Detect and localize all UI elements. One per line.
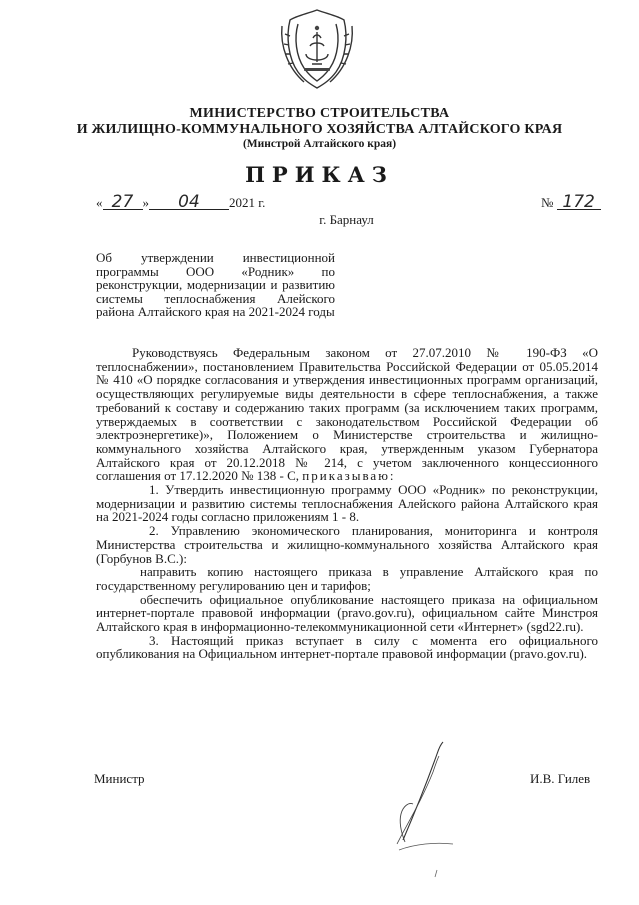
org-name-line1: МИНИСТЕРСТВО СТРОИТЕЛЬСТВА <box>189 106 450 121</box>
document-type-title: ПРИКАЗ <box>245 162 394 187</box>
date-month-handwritten: 04 <box>178 192 200 212</box>
preamble-order-word: приказываю: <box>302 468 396 484</box>
item-1-paragraph: 1. Утвердить инвестиционную программу ООО «Родник» по реконструкции, модернизации и развитию системы теплоснабжения Алейского района Алтайского края на 2021-2024 годы согласно приложениям 1 - 8. <box>96 482 598 525</box>
item-3-paragraph: 3. Настоящий приказ вступает в силу с момента его официального опубликования на Официальном интернет-портале правовой информации (pravo.gov.ru). <box>96 632 598 662</box>
preamble-paragraph <box>96 346 598 483</box>
item-2-paragraph: 2. Управлению экономического планирования, мониторинга и контроля Министерства строительства и жилищно-коммунального хозяйства Алтайского края (Горбунов В.С.): <box>96 523 598 566</box>
signatory-position: Министр <box>94 771 145 786</box>
date-year: 2021 г. <box>229 195 266 210</box>
date-month-field <box>149 192 229 212</box>
coat-of-arms-emblem <box>276 6 358 92</box>
document-date <box>96 192 266 212</box>
date-close-quote: » <box>142 195 149 210</box>
order-body <box>96 346 598 661</box>
document-number <box>541 192 601 212</box>
item-2-subitem-1: направить копию настоящего приказа в управление Алтайского края по государственному регулированию цен и тарифов; <box>96 564 598 593</box>
date-day-field <box>103 192 143 212</box>
signatory-name: И.В. Гилев <box>530 771 591 786</box>
handwritten-signature <box>375 732 465 882</box>
number-field <box>557 192 601 212</box>
number-label: № <box>541 195 554 210</box>
date-day-handwritten: 27 <box>111 192 134 212</box>
city-name: г. Барнаул <box>319 212 374 227</box>
org-name-line2: И ЖИЛИЩНО-КОММУНАЛЬНОГО ХОЗЯЙСТВА АЛТАЙСКОГО КРАЯ <box>76 122 563 137</box>
order-subject: Об утверждении инвестиционной программы ООО «Родник» по реконструкции, модернизации и развитию системы теплоснабжения Алейского района Алтайского края на 2021-2024 годы <box>96 250 335 319</box>
date-open-quote: « <box>96 195 103 210</box>
org-short-name: (Минстрой Алтайского края) <box>242 138 397 150</box>
item-2-subitem-2: обеспечить официальное опубликование настоящего приказа на официальном интернет-портале правовой информации (pravo.gov.ru), официальном сайте Минстроя Алтайского края в информационно-телекоммуникационной сети «Интернет» (sgd22.ru). <box>96 591 598 635</box>
preamble-text: Руководствуясь Федеральным законом от 27.07.2010 № 190-ФЗ «О теплоснабжении», постановлением Правительства Российской Федерации от 05.05.2014 № 410 «О порядке согласования и утверждения инвестиционных программ организаций, осуществляющих регулируемые виды деятельности в сфере теплоснабжения, а также требований к составу и содержанию таких программ (за исключением таких программ, утверждаемых в соответствии с законодательством Российской Федерации об электроэнергетике)», Положением о Министерстве строительства и жилищно-коммунального хозяйства Алтайского края, утвержденным указом Губернатора Алтайского края от 20.12.2018 № 214, с учетом заключенного концессионного соглашения от 17.12.2020 № 138 - С, <box>96 345 598 484</box>
number-handwritten: 172 <box>562 192 595 212</box>
